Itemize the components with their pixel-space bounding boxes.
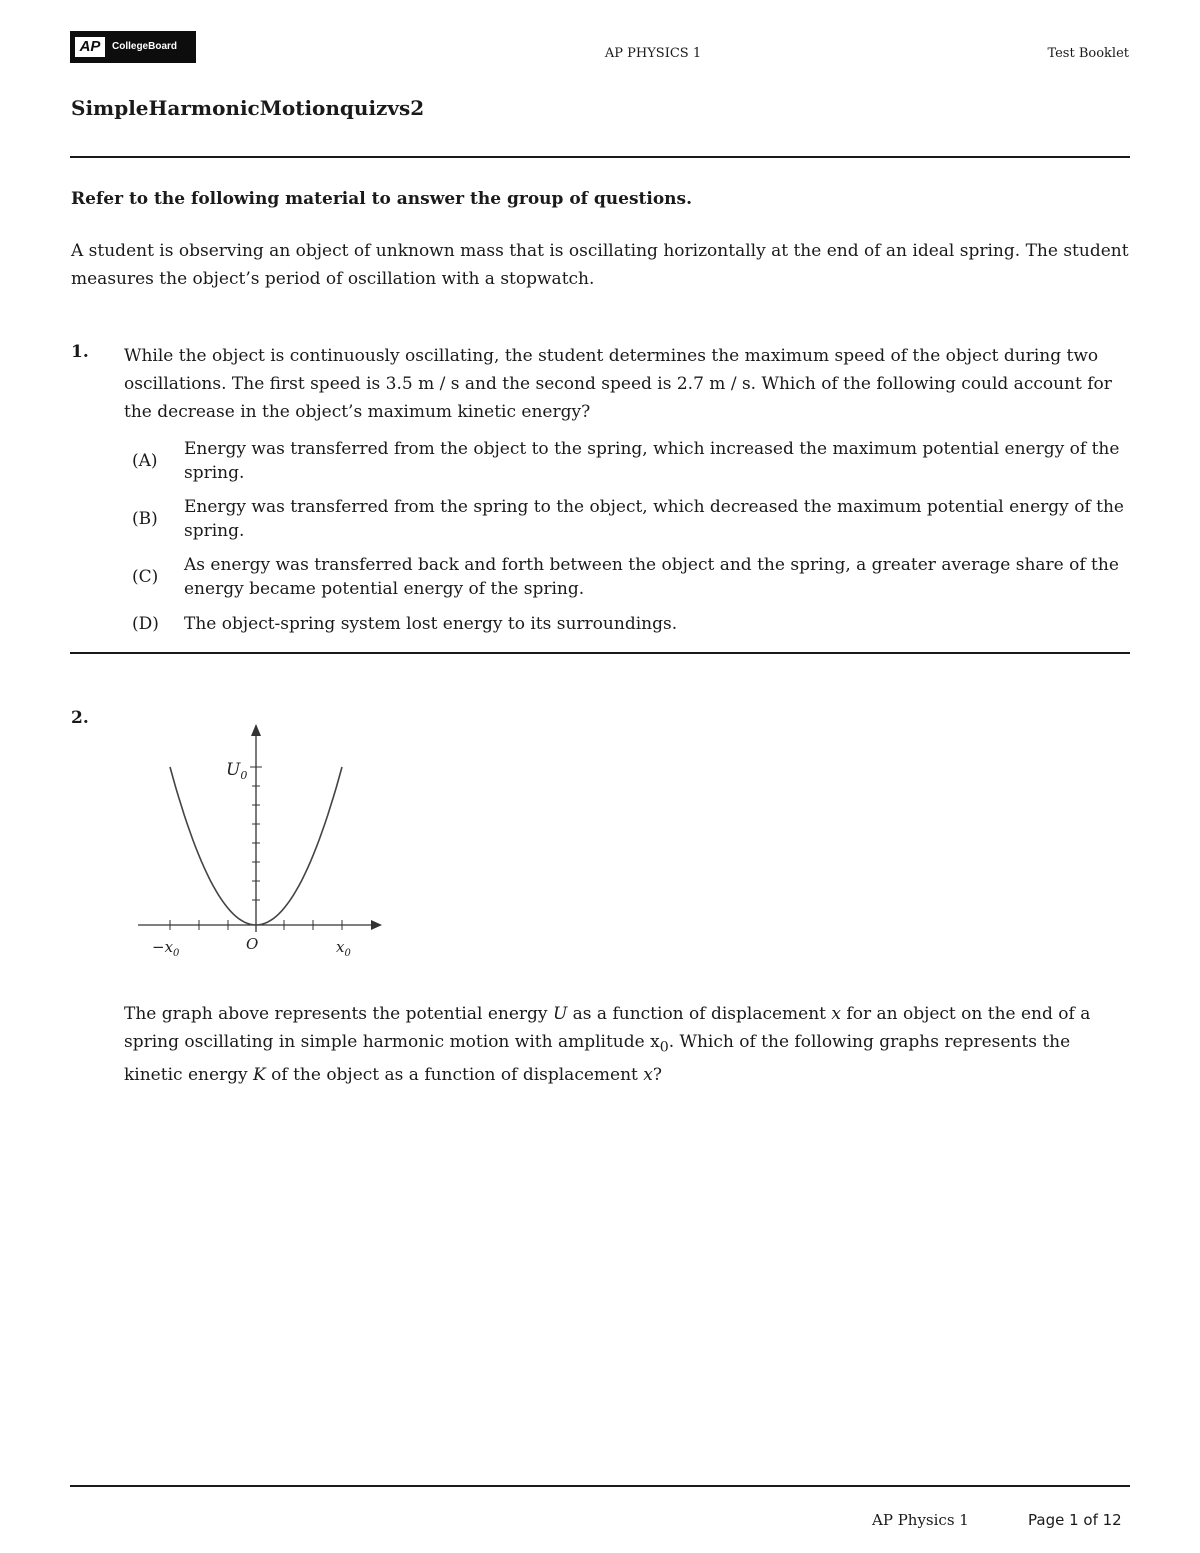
x0-label: $x_0$ xyxy=(336,938,351,959)
choice-text: As energy was transferred back and forth between the object and the spring, a greater average share of the energy became potential energy of the spring. xyxy=(184,555,1119,599)
header-course: AP PHYSICS 1 xyxy=(604,46,702,61)
u0-label: $U_0$ xyxy=(226,760,248,782)
question-2-stem: The graph above represents the potential energy U as a function of displacement x for an object on the end of a spring oscillating in simple harmonic motion with amplitude $x_0$. Which of the following graphs represents the kinetic energy K of the object as a function of displacement x? xyxy=(124,1004,1091,1086)
answer-choice-b[interactable] xyxy=(124,496,1130,542)
choice-letter: (B) xyxy=(132,509,158,529)
choice-letter: (C) xyxy=(132,567,159,587)
y-axis-arrow xyxy=(251,724,261,736)
passage-text: A student is observing an object of unknown mass that is oscillating horizontally at the end of an ideal spring. The student measures the object’s period of oscillation with a stopwatch. xyxy=(71,241,1129,289)
question-divider xyxy=(70,652,1130,654)
choice-letter: (D) xyxy=(132,614,159,634)
question-1-number: 1. xyxy=(71,342,89,362)
ap-logo-mark: AP xyxy=(75,37,105,57)
title-divider xyxy=(70,156,1130,158)
document-title: SimpleHarmonicMotionquizvs2 xyxy=(71,96,425,120)
choice-text: Energy was transferred from the object to the spring, which increased the maximum potential energy of the spring. xyxy=(184,439,1120,483)
question-1-stem: While the object is continuously oscillating, the student determines the maximum speed of the object during two oscillations. The first speed is 3.5 m / s and the second speed is 2.7 m / s. Which of the following could account for the decrease in the object’s maximum kinetic energy? xyxy=(124,346,1112,422)
neg-x0-label: $-x_0$ xyxy=(152,938,180,959)
choice-text: The object-spring system lost energy to its surroundings. xyxy=(184,614,678,634)
choice-letter: (A) xyxy=(132,451,158,471)
origin-label: O xyxy=(246,935,259,953)
collegeboard-wordmark: CollegeBoard xyxy=(112,41,178,52)
potential-energy-graph xyxy=(136,720,386,960)
answer-choice-c[interactable] xyxy=(124,554,1130,600)
group-instructions: Refer to the following material to answer the group of questions. xyxy=(71,189,693,209)
footer-course: AP Physics 1 xyxy=(872,1511,969,1529)
header-booklet: Test Booklet xyxy=(1047,46,1129,61)
footer-divider xyxy=(70,1485,1130,1487)
answer-choice-d[interactable] xyxy=(124,612,1130,636)
x-axis-arrow xyxy=(371,920,382,930)
footer-page-number: Page 1 of 12 xyxy=(1028,1511,1122,1529)
question-2-number: 2. xyxy=(71,708,89,728)
answer-choice-a[interactable] xyxy=(124,438,1130,484)
choice-text: Energy was transferred from the spring to the object, which decreased the maximum potential energy of the spring. xyxy=(184,497,1124,541)
